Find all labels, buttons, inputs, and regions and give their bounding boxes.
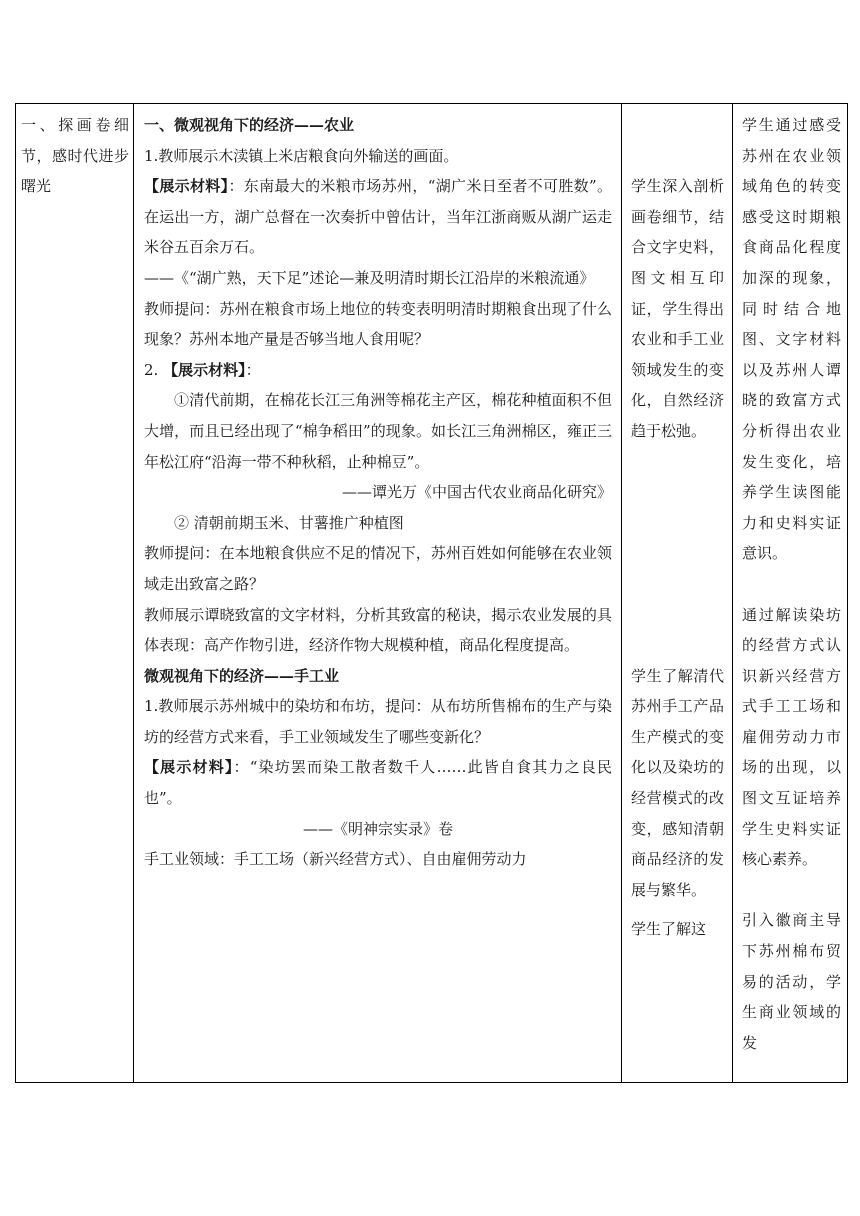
material-cotton: ①清代前期，在棉花长江三角洲等棉花主产区，棉花种植面积不但大增，而且已经出现了“棉争稻田”的现象。如长江三角洲棉区，雍正三年松江府“沿海一带不种秋稻，止种棉豆”。 bbox=[144, 391, 612, 471]
design-intent-1: 学生通过感受苏州在农业领域角色的转变感受这时期粮食商品化程度加深的现象，同时结合地图、文字材料以及苏州人谭晓的致富方式分析得出农业发生变化，培养学生读图能力和史料实证意识。 bbox=[742, 116, 841, 563]
item-number: 2. bbox=[144, 360, 164, 379]
design-intent-column bbox=[732, 104, 849, 1082]
material-label: 【展示材料】 bbox=[144, 758, 234, 777]
material-text: ：“染坊罢而染工散者数千人……此皆自食其力之良民也”。 bbox=[144, 758, 612, 808]
paragraph-1: 1.教师展示木渎镇上米店粮食向外输送的画面。 bbox=[144, 146, 459, 165]
heading-handicraft: 微观视角下的经济——手工业 bbox=[144, 666, 340, 685]
teacher-question-2: 教师提问：在本地粮食供应不足的情况下，苏州百姓如何能够在农业领域走出致富之路？ bbox=[144, 544, 612, 593]
lesson-plan-table bbox=[15, 103, 848, 1083]
student-activity-3: 学生了解这 bbox=[631, 920, 707, 939]
heading-agriculture: 一、微观视角下的经济——农业 bbox=[144, 116, 355, 134]
material-map-caption: ② 清朝前期玉米、甘薯推广种植图 bbox=[174, 513, 404, 532]
design-intent-2: 通过解读染坊的经营方式认识新兴经营方式手工工场和雇佣劳动力市场的出现，以图文互证培养学生史料实证核心素养。 bbox=[742, 605, 841, 869]
paragraph-dyehouse: 1.教师展示苏州城中的染坊和布坊，提问：从布坊所售棉布的生产与染坊的经营方式来看，手工业领域发生了哪些变新化？ bbox=[144, 697, 612, 746]
material-text: ：东南最大的米粮市场苏州，“湖广米日至者不可胜数”。在运出一方，湖广总督在一次奏折中曾估计，当年江浙商贩从湖广运走米谷五百余万石。 bbox=[144, 177, 612, 257]
section-title: 一、探画卷细节，感时代进步曙光 bbox=[21, 116, 129, 196]
source-citation-2: ——谭光万《中国古代农业商品化研究》 bbox=[341, 483, 612, 502]
design-intent-3: 引入徽商主导下苏州棉布贸易的活动，学生商业领域的发 bbox=[742, 911, 841, 1052]
teaching-process-column bbox=[133, 104, 621, 1082]
source-citation-1: ——《“湖广熟，天下足”述论—兼及明清时期长江沿岸的米粮流通》 bbox=[144, 268, 595, 287]
paragraph-handicraft-summary: 手工业领域：手工工场（新兴经营方式）、自由雇佣劳动力 bbox=[144, 850, 527, 869]
material-label: 【展示材料】 bbox=[144, 177, 229, 196]
student-activity-1: 学生深入剖析画卷细节，结合文字史料，图文相互印证，学生得出农业和手工业领域发生的变化，自然经济趋于松弛。 bbox=[631, 177, 724, 440]
paragraph-tanxiao: 教师展示谭晓致富的文字材料，分析其致富的秘诀，揭示农业发展的具体表现：高产作物引进，经济作物大规模种植，商品化程度提高。 bbox=[144, 605, 612, 655]
source-citation-3: ——《明神宗实录》卷 bbox=[302, 819, 453, 838]
paragraph-2 bbox=[144, 171, 612, 263]
section-column bbox=[16, 104, 133, 1082]
teacher-question-1: 教师提问：苏州在粮食市场上地位的转变表明明清时期粮食出现了什么现象？苏州本地产量是否够当地人食用呢？ bbox=[144, 299, 612, 349]
student-activity-2: 学生了解清代苏州手工产品生产模式的变化以及染坊的经营模式的改变，感知清朝商品经济的发展与繁华。 bbox=[631, 666, 724, 899]
paragraph-material-3 bbox=[144, 752, 612, 813]
paragraph-5 bbox=[144, 355, 612, 386]
colon: ： bbox=[245, 360, 261, 379]
student-activity-column bbox=[621, 104, 732, 1082]
material-label: 【展示材料】 bbox=[163, 360, 246, 379]
